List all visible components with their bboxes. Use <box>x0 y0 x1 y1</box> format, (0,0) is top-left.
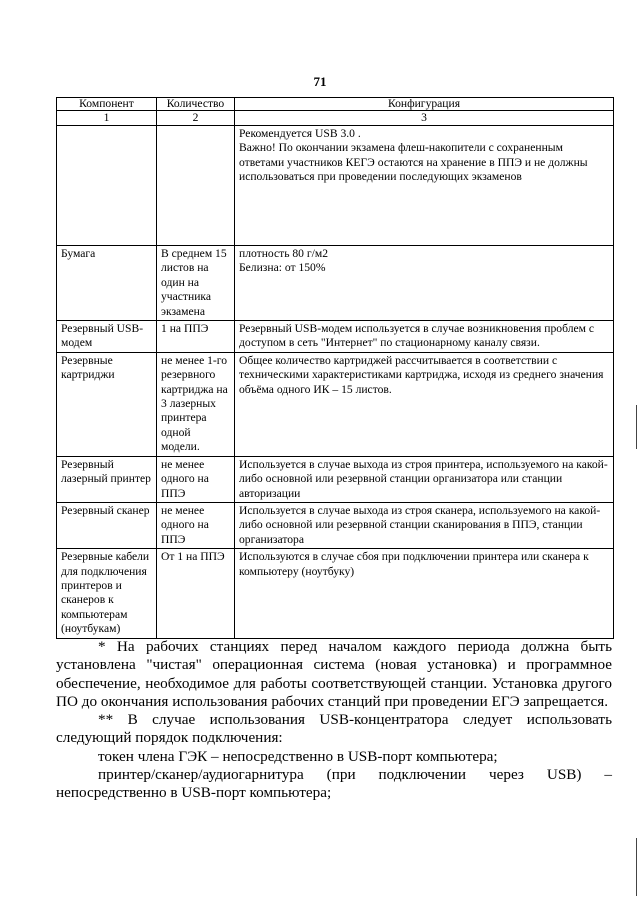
quantity-cell: 1 на ППЭ <box>157 321 235 353</box>
quantity-cell: От 1 на ППЭ <box>157 549 235 638</box>
config-line: Белизна: от 150% <box>239 261 326 275</box>
config-line: Общее количество картриджей рассчитывается в соответствии с техническими характеристиками картриджа, исходя из среднего значения объёма одного ИК – 15 листов. <box>239 353 604 396</box>
column-number-row <box>57 111 614 126</box>
component-cell: Резервный лазерный принтер <box>57 456 157 502</box>
column-number: 1 <box>57 111 157 126</box>
configuration-cell <box>235 246 614 321</box>
component-cell <box>57 126 157 246</box>
config-line: Важно! По окончании экзамена флеш-накопители с сохраненным ответами участников КЕГЭ остаются на хранение в ППЭ и не должны использоваться при проведении последующих экзаменов <box>239 141 588 184</box>
scan-artifact-line <box>636 405 637 449</box>
configuration-cell <box>235 126 614 246</box>
connection-item-printer-cont: непосредственно в USB-порт компьютера; <box>56 784 332 802</box>
quantity-cell: не менее 1-го резервного картриджа на 3 лазерных принтера одной модели. <box>157 352 235 456</box>
header-component: Компонент <box>57 98 157 111</box>
component-cell: Бумага <box>57 246 157 321</box>
scan-artifact-line <box>636 838 637 896</box>
quantity-cell: не менее одного на ППЭ <box>157 502 235 548</box>
column-number: 3 <box>235 111 614 126</box>
connection-item-token: токен члена ГЭК – непосредственно в USB-порт компьютера; <box>98 747 498 765</box>
table-row <box>57 126 614 246</box>
configuration-cell <box>235 352 614 456</box>
component-cell: Резервный USB-модем <box>57 321 157 353</box>
table-row <box>57 246 614 321</box>
component-cell: Резервные кабели для подключения принтеров и сканеров к компьютерам (ноутбукам) <box>57 549 157 638</box>
config-line: Используется в случае выхода из строя сканера, используемого на какой-либо основной или резервной станции сканирования в ППЭ, станции организатора <box>239 503 601 546</box>
footnote-1: * На рабочих станциях перед началом каждого периода должна быть установлена "чистая" операционная система (новая установка) и программное обеспечение, необходимое для работы соответствующей станции. Установка другого ПО до окончания использования рабочих станций при проведении ЕГЭ запрещается. <box>56 638 612 710</box>
footnotes <box>56 638 612 803</box>
config-line: Используется в случае выхода из строя принтера, используемого на какой-либо основной или резервной станции организатора или станции авторизации <box>239 457 608 500</box>
config-line: Используются в случае сбоя при подключении принтера или сканера к компьютеру (ноутбуку) <box>239 550 589 578</box>
table-row <box>57 502 614 548</box>
component-cell: Резервный сканер <box>57 502 157 548</box>
configuration-cell <box>235 502 614 548</box>
component-cell: Резервные картриджи <box>57 352 157 456</box>
configuration-cell <box>235 549 614 638</box>
footnote-2: ** В случае использования USB-концентратора следует использовать следующий порядок подключения: <box>56 711 612 747</box>
table-row <box>57 352 614 456</box>
header-configuration: Конфигурация <box>235 98 614 111</box>
column-number: 2 <box>157 111 235 126</box>
page-number: 71 <box>313 74 327 89</box>
header-quantity: Количество <box>157 98 235 111</box>
connection-item-printer: принтер/сканер/аудиогарнитура (при подключении через USB) – <box>98 766 612 784</box>
table-row <box>57 549 614 638</box>
quantity-cell: не менее одного на ППЭ <box>157 456 235 502</box>
configuration-cell <box>235 456 614 502</box>
table-header-row <box>57 98 614 111</box>
quantity-cell <box>157 126 235 246</box>
config-line: Резервный USB-модем используется в случае возникновения проблем с доступом в сеть "Интернет" по стационарному каналу связи. <box>239 322 595 350</box>
configuration-cell <box>235 321 614 353</box>
quantity-cell: В среднем 15 листов на один на участника экзамена <box>157 246 235 321</box>
config-line: Рекомендуется USB 3.0 . <box>239 127 361 140</box>
table-row <box>57 456 614 502</box>
equipment-table <box>56 97 614 639</box>
config-line: плотность 80 г/м2 <box>239 247 328 260</box>
table-row <box>57 321 614 353</box>
